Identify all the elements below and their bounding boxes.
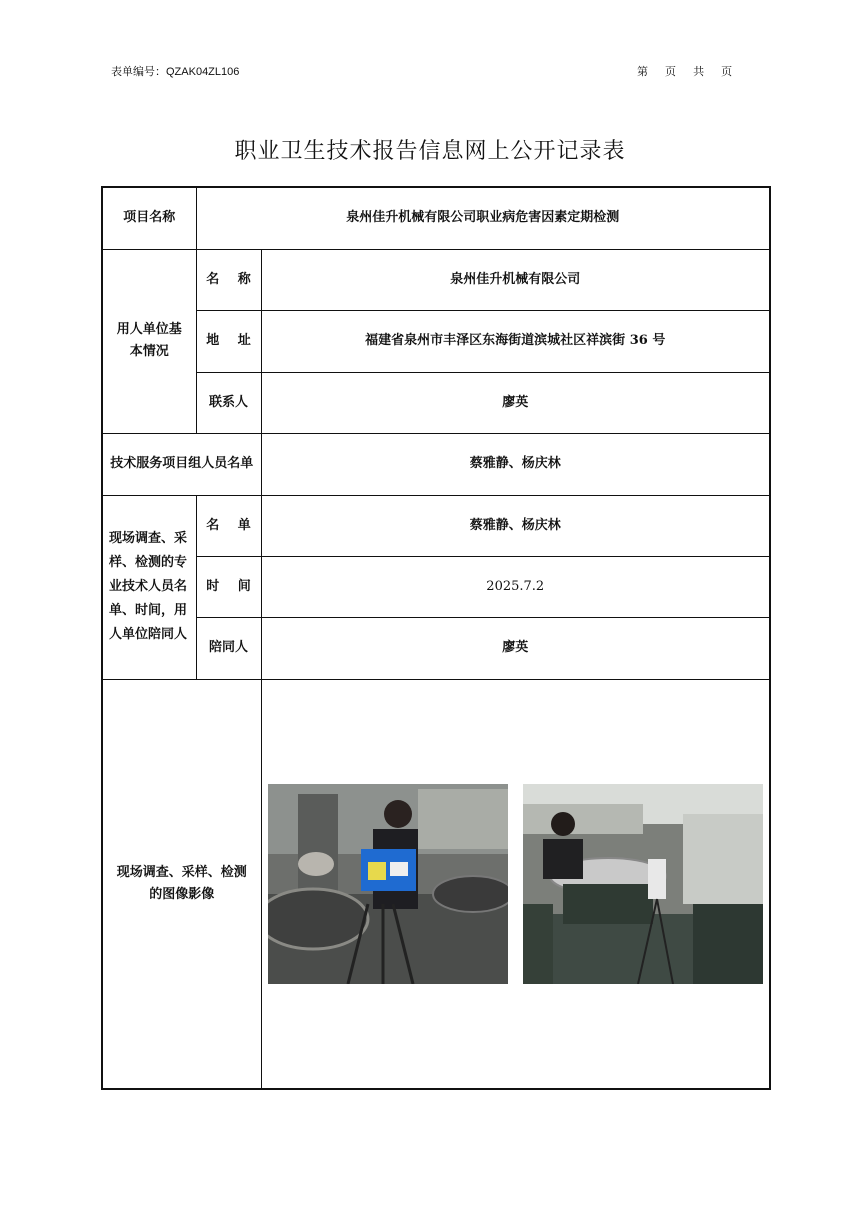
survey-label: 现场调查、采样、检测的专业技术人员名单、时间，用人单位陪同人: [102, 495, 196, 679]
survey-name-label: 名 单: [196, 495, 261, 556]
images-cell: [261, 679, 770, 1089]
team-value: 蔡雅静、杨庆林: [261, 433, 770, 495]
project-name-value: 泉州佳升机械有限公司职业病危害因素定期检测: [196, 187, 770, 249]
row-companion: [102, 617, 770, 679]
name-value: 泉州佳升机械有限公司: [261, 249, 770, 310]
site-photo-2: [523, 784, 763, 984]
time-label: 时 间: [196, 556, 261, 617]
companion-label: 陪同人: [196, 617, 261, 679]
row-project-name: [102, 187, 770, 249]
row-team: [102, 433, 770, 495]
address-value: 福建省泉州市丰泽区东海街道滨城社区祥滨街 36 号: [261, 310, 770, 372]
companion-value: 廖英: [261, 617, 770, 679]
row-employer-name: [102, 249, 770, 310]
survey-name-value: 蔡雅静、杨庆林: [261, 495, 770, 556]
contact-value: 廖英: [261, 372, 770, 433]
site-photo-1: [268, 784, 508, 984]
record-table: [101, 186, 771, 1090]
row-time: [102, 556, 770, 617]
project-name-label: 项目名称: [102, 187, 196, 249]
contact-label: 联系人: [196, 372, 261, 433]
row-address: [102, 310, 770, 372]
page-title: 职业卫生技术报告信息网上公开记录表: [234, 139, 626, 164]
site-photo-1-image: [268, 784, 508, 984]
page-info: 第 页 共 页: [637, 66, 733, 78]
address-label: 地 址: [196, 310, 261, 372]
row-images: [102, 679, 770, 1089]
name-label: 名 称: [196, 249, 261, 310]
row-survey-names: [102, 495, 770, 556]
employer-label: 用人单位基本情况: [102, 249, 196, 433]
form-number: 表单编号：QZAK04ZL106: [111, 66, 240, 78]
row-contact: [102, 372, 770, 433]
images-label: 现场调查、采样、检测的图像影像: [102, 679, 261, 1089]
team-label: 技术服务项目组人员名单: [102, 433, 261, 495]
site-photo-2-image: [523, 784, 763, 984]
time-value: 2025.7.2: [261, 556, 770, 617]
